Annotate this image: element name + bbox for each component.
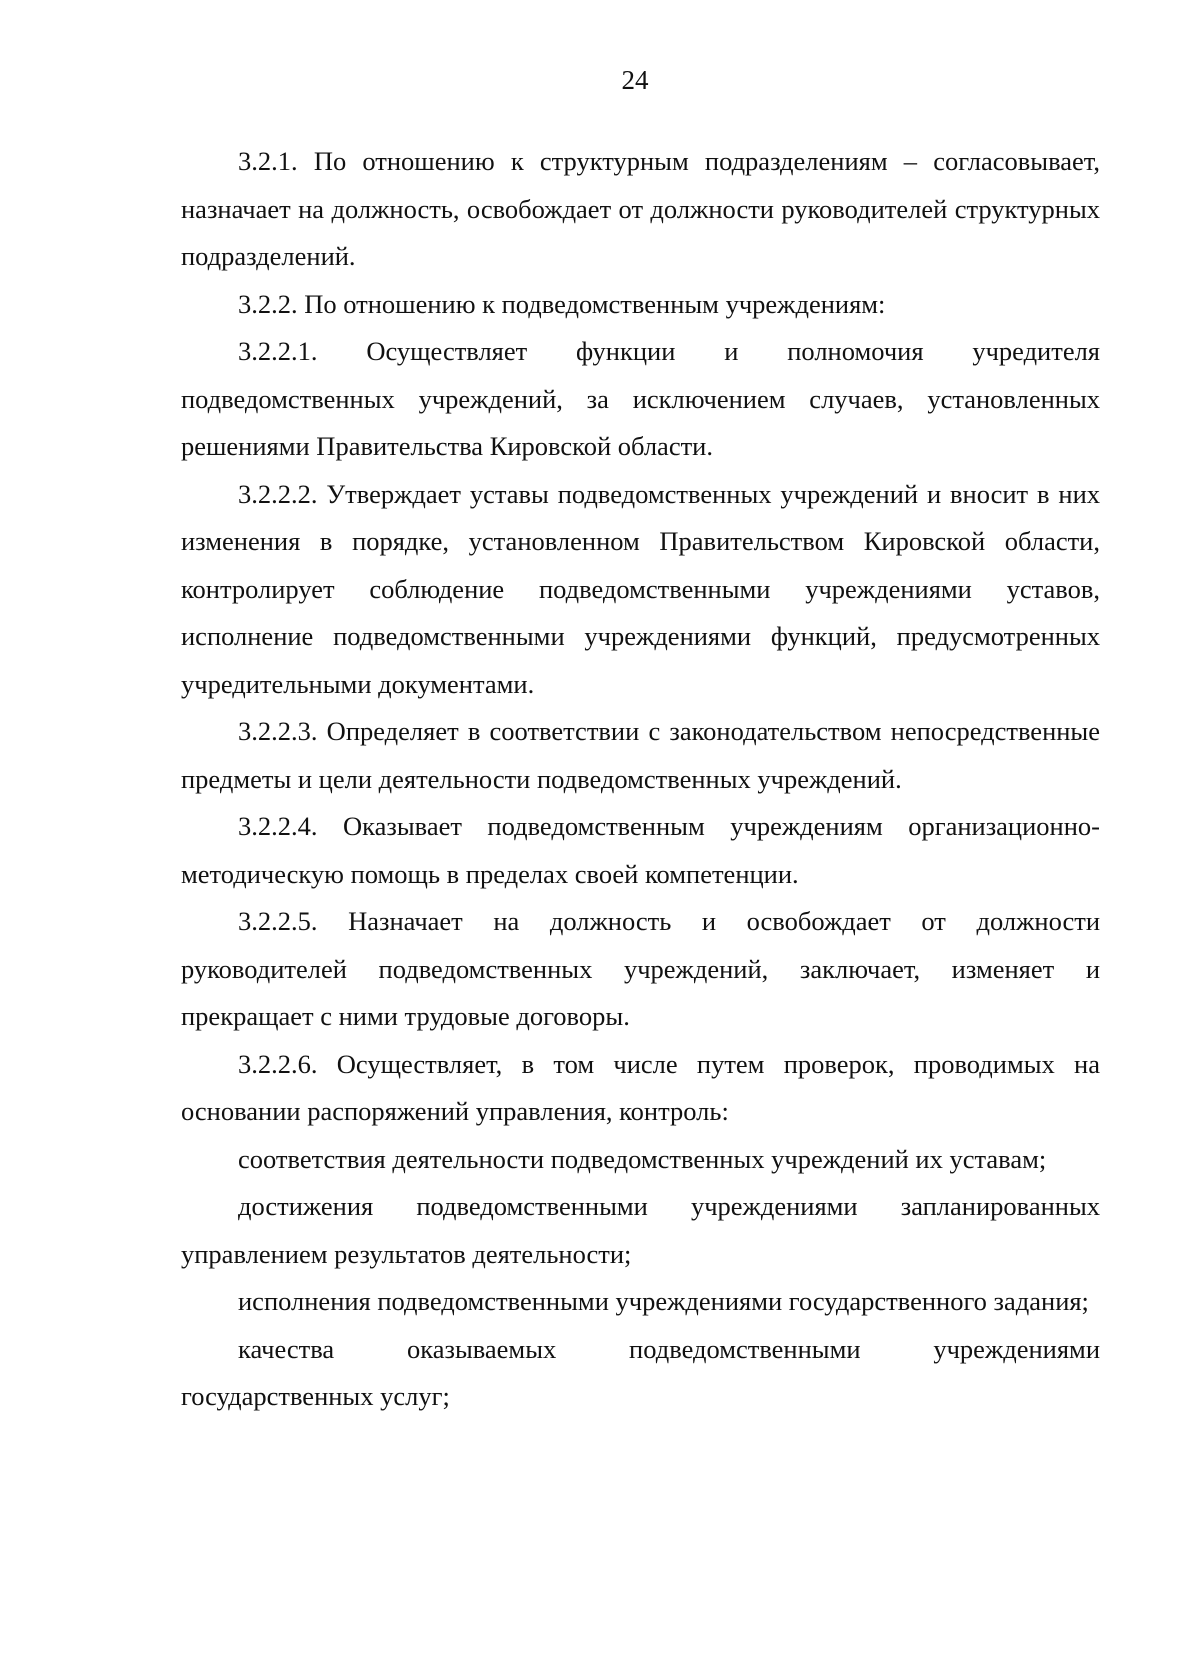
- paragraph-3-2-2-6: 3.2.2.6. Осуществляет, в том числе путем проверок, проводимых на основании распоряжений управления, контроль:: [181, 1048, 1100, 1126]
- list-item-service-quality: качества оказываемых подведомственными учреждениями государственных услуг;: [181, 1333, 1100, 1411]
- paragraph-3-2-2: 3.2.2. По отношению к подведомственным учреждениям:: [238, 288, 886, 319]
- paragraph-3-2-2-1: 3.2.2.1. Осуществляет функции и полномочия учредителя подведомственных учреждений, за исключением случаев, установленных решениями Правительства Кировской области.: [181, 336, 1100, 461]
- paragraph-3-2-2-5: 3.2.2.5. Назначает на должность и освобождает от должности руководителей подведомственных учреждений, заключает, изменяет и прекращает с ними трудовые договоры.: [181, 906, 1100, 1031]
- paragraph-3-2-2-4: 3.2.2.4. Оказывает подведомственным учреждениям организационно-методическую помощь в пределах своей компетенции.: [181, 811, 1100, 889]
- page-number: 24: [621, 65, 649, 95]
- paragraph-3-2-2-2: 3.2.2.2. Утверждает уставы подведомственных учреждений и вносит в них изменения в порядке, установленном Правительством Кировской области, контролирует соблюдение подведомственными учреждениями уставов, исполнение подведомственными учреждениями функций, предусмотренных учредительными документами.: [181, 478, 1100, 699]
- list-item-state-task: исполнения подведомственными учреждениями государственного задания;: [238, 1286, 1089, 1316]
- list-item-compliance: соответствия деятельности подведомственных учреждений их уставам;: [238, 1143, 1047, 1174]
- paragraph-3-2-2-3: 3.2.2.3. Определяет в соответствии с законодательством непосредственные предметы и цели деятельности подведомственных учреждений.: [181, 716, 1100, 794]
- document-body: [181, 138, 1100, 1421]
- list-item-results: достижения подведомственными учреждениями запланированных управлением результатов деятельности;: [181, 1191, 1100, 1269]
- paragraph-3-2-1: 3.2.1. По отношению к структурным подразделениям – согласовывает, назначает на должность, освобождает от должности руководителей структурных подразделений.: [181, 146, 1100, 271]
